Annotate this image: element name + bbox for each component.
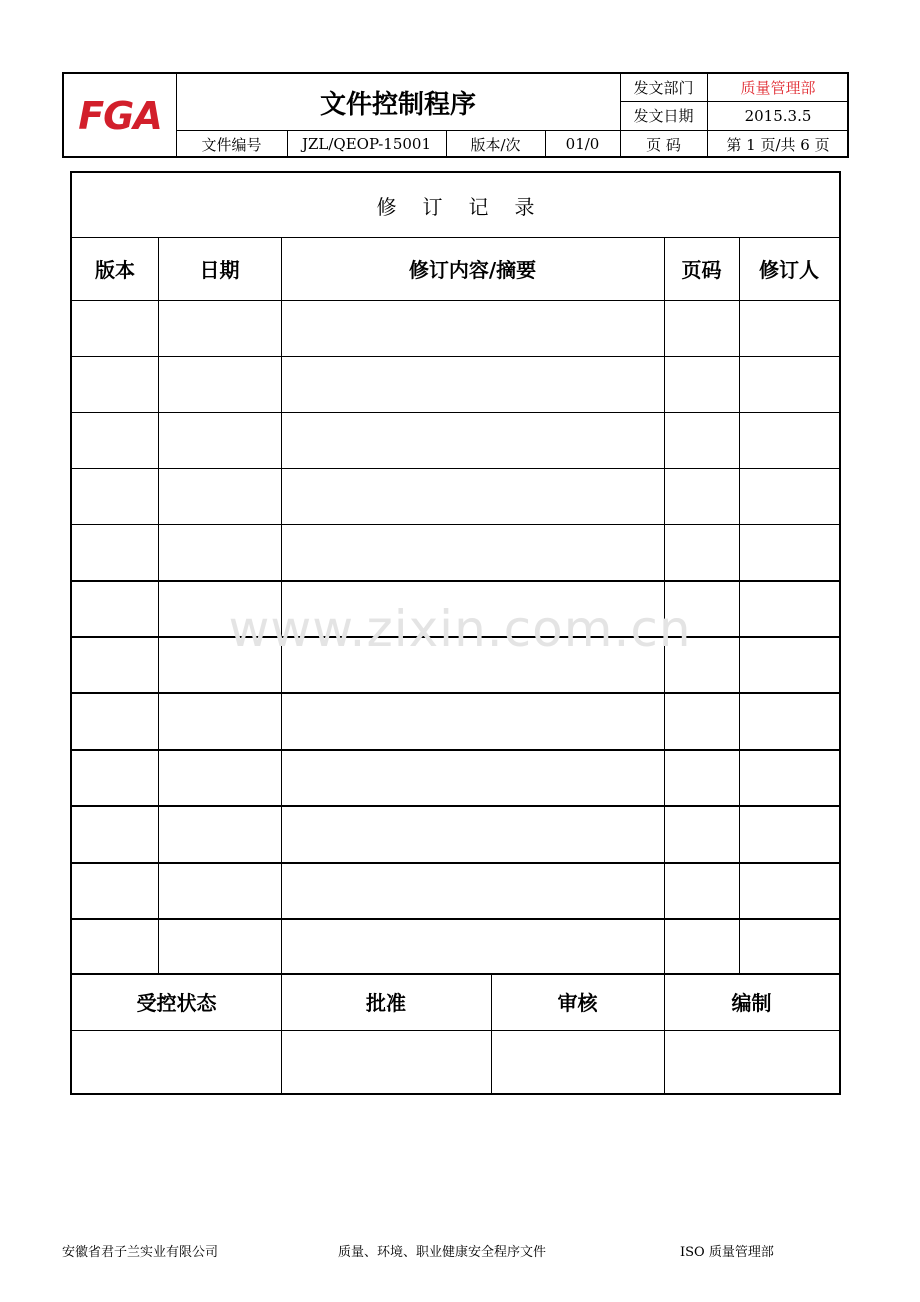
table-row [72,468,839,469]
doc-no-label: 文件编号 [201,135,262,154]
table-row [72,805,839,807]
revision-heading: 修订记录 [376,194,561,219]
date-label: 发文日期 [633,107,694,125]
revision-record-table [70,171,841,1095]
col-page: 页码 [681,258,722,282]
version-label: 版本/次 [470,135,521,154]
table-row [72,412,839,413]
table-row [72,356,839,357]
dept-label: 发文部门 [633,79,694,97]
col-prepared: 编制 [731,991,772,1015]
version-value: 01/0 [565,135,600,153]
col-reviewed: 审核 [557,991,598,1015]
table-row [72,692,839,694]
table-row [72,524,839,525]
footer-department: ISO 质量管理部 [680,1245,774,1260]
page-value: 第 1 页/共 6 页 [726,135,830,154]
col-version: 版本 [95,258,135,282]
col-control-status: 受控状态 [136,991,217,1015]
col-reviser: 修订人 [759,258,819,282]
company-logo [64,74,176,158]
table-row [72,749,839,751]
footer-doc-type: 质量、环境、职业健康安全程序文件 [338,1245,547,1260]
table-row [72,918,839,920]
page-label: 页 码 [646,135,681,154]
dept-value: 质量管理部 [740,79,816,97]
date-value: 2015.3.5 [744,106,812,125]
col-content: 修订内容/摘要 [408,258,537,282]
document-title: 文件控制程序 [319,89,476,120]
table-row [72,862,839,864]
footer-company: 安徽省君子兰实业有限公司 [62,1245,219,1260]
document-header [62,72,849,158]
col-date: 日期 [199,258,240,282]
watermark: www.zixin.com.cn [228,600,692,658]
doc-no-value: JZL/QEOP-15001 [301,135,432,153]
table-row [72,580,839,582]
table-row [72,636,839,638]
col-approved: 批准 [366,991,406,1015]
logo-text: FGA [78,94,162,138]
